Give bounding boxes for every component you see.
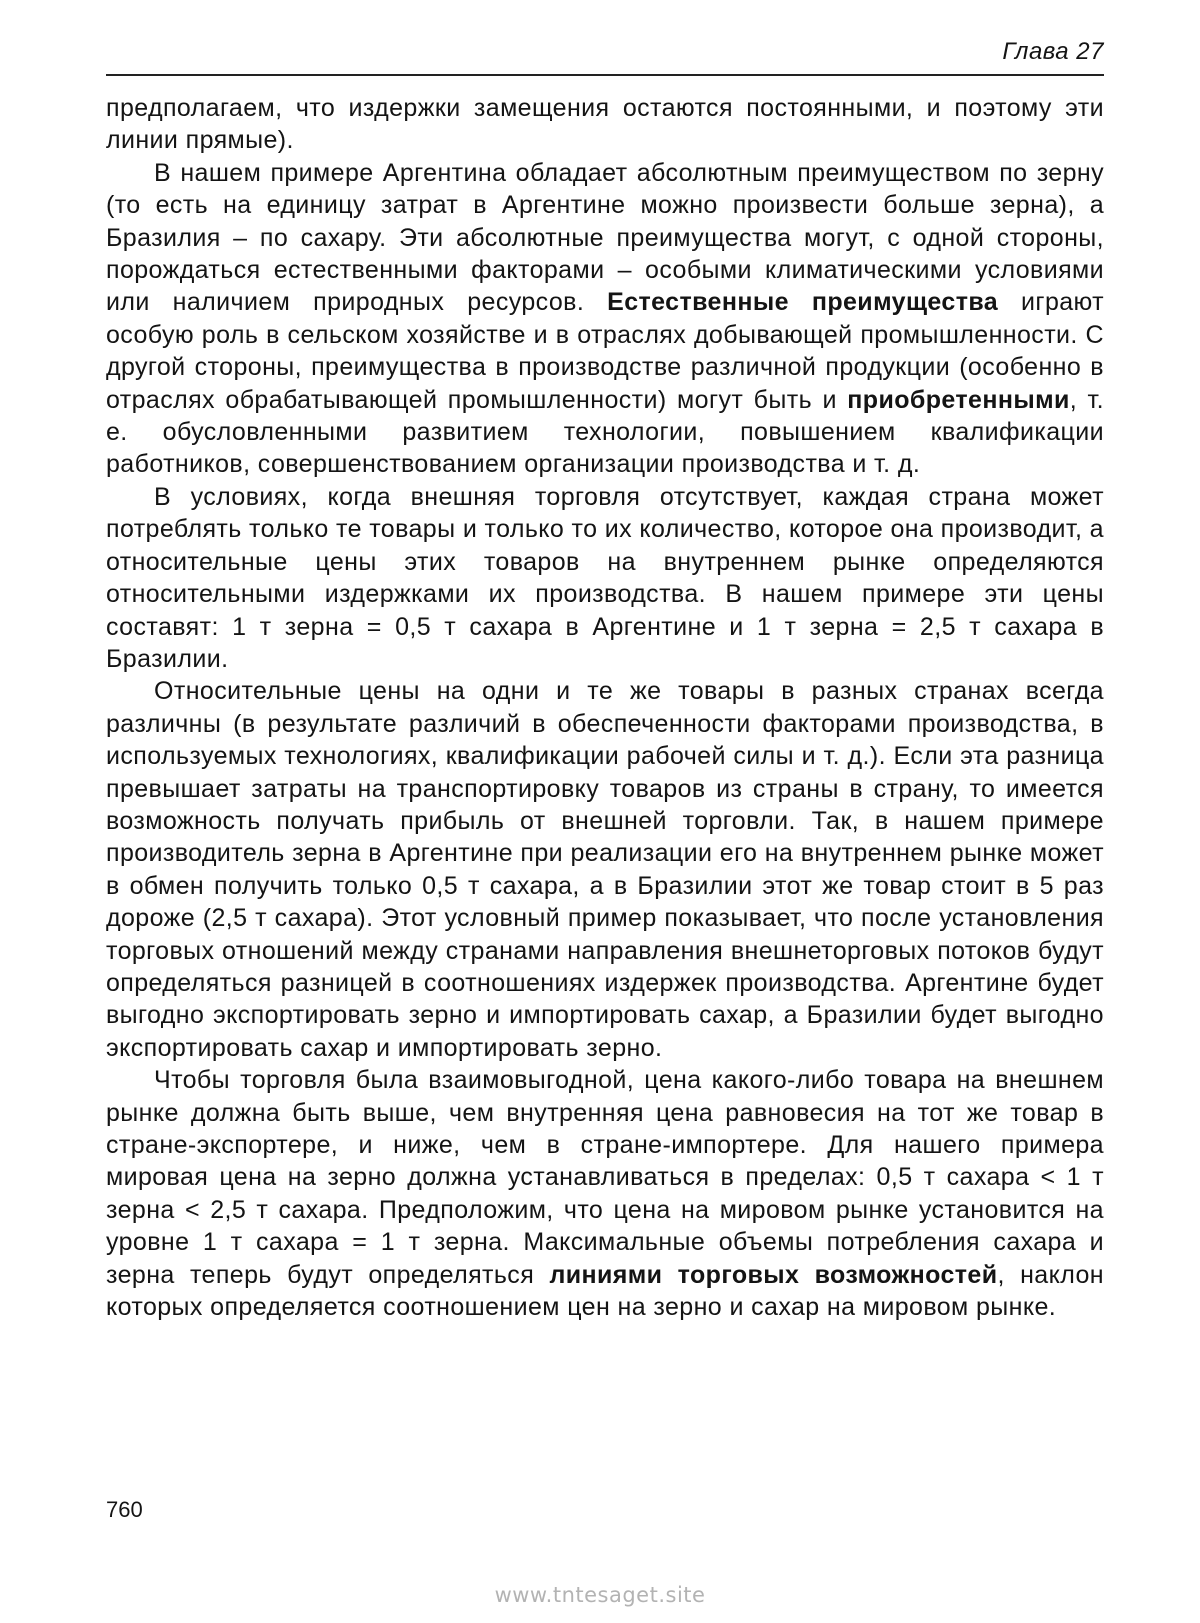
bold-term: приобретенными: [847, 385, 1070, 414]
text-run: Относительные цены на одни и те же товары в разных странах всегда различны (в результате различий в обеспеченности факторами производства, в используемых технологиях, квалификации рабочей силы и т. д.). Если эта разница превышает затраты на транспортировку товаров из страны в страну, то имеется возможность получать прибыль от внешней торговли. Так, в нашем примере производитель зерна в Аргентине при реализации его на внутреннем рынке может в обмен получить только 0,5 т сахара, а в Бразилии этот же товар стоит в 5 раз дороже (2,5 т сахара). Этот условный пример показывает, что после установления торговых отношений между странами направления внешнеторговых потоков будут определяться разницей в соотношениях издержек производства. Аргентине будет выгодно экспортировать зерно и импортировать сахар, а Бразилии будет выгодно экспортировать сахар и импортировать зерно.: [106, 677, 1104, 1062]
watermark-text: www.tntesaget.site: [494, 1583, 706, 1607]
text-run: , т. е. обусловленными развитием технологии, повышением квалификации работников, совершенствованием организации производства и т. д.: [106, 385, 1104, 479]
header-rule: [106, 74, 1104, 76]
text-run: В условиях, когда внешняя торговля отсутствует, каждая страна может потреблять только те товары и только то их количество, которое она производит, а относительные цены этих товаров на внутреннем рынке определяются относительными издержками их производства. В нашем примере эти цены составят: 1 т зерна = 0,5 т сахара в Аргентине и 1 т зерна = 2,5 т сахара в Бразилии.: [106, 482, 1104, 673]
text-run: , наклон которых определяется соотношением цен на зерно и сахар на мировом рынке.: [106, 1260, 1104, 1322]
body-text: [106, 92, 1104, 1323]
text-run: предполагаем, что издержки замещения остаются постоянными, и поэтому эти линии прямые).: [106, 94, 1104, 155]
paragraph: [106, 157, 1104, 481]
running-head: Глава 27: [1002, 38, 1104, 65]
text-run: играют особую роль в сельском хозяйстве и в отраслях добывающей промышленности. С другой стороны, преимущества в производстве различной продукции (особенно в отраслях обрабатывающей промышленности) могут быть и: [106, 288, 1105, 414]
paragraph: [106, 481, 1104, 675]
paragraph: [106, 675, 1104, 1064]
text-run: Чтобы торговля была взаимовыгодной, цена какого-либо товара на внешнем рынке должна быть выше, чем внутренняя цена равновесия на тот же товар в стране-экспортере, и ниже, чем в стране-импортере. Для нашего примера мировая цена на зерно должна устанавливаться в пределах: 0,5 т сахара < 1 т зерна < 2,5 т сахара. Предположим, что цена на мировом рынке установится на уровне 1 т сахара = 1 т зерна. Максимальные объемы потребления сахара и зерна теперь будут определяться: [106, 1066, 1104, 1289]
paragraph: [106, 92, 1104, 157]
bold-term: линиями торговых возможностей: [549, 1260, 998, 1289]
paragraph: [106, 1064, 1104, 1323]
bold-term: Естественные преимущества: [607, 288, 999, 317]
page-number: 760: [106, 1497, 143, 1522]
text-run: В нашем примере Аргентина обладает абсолютным преимуществом по зерну (то есть на единицу затрат в Аргентине можно произвести больше зерна), а Бразилия – по сахару. Эти абсолютные преимущества могут, с одной стороны, порождаться естественными факторами – особыми климатическими условиями или наличием природных ресурсов.: [106, 158, 1104, 317]
